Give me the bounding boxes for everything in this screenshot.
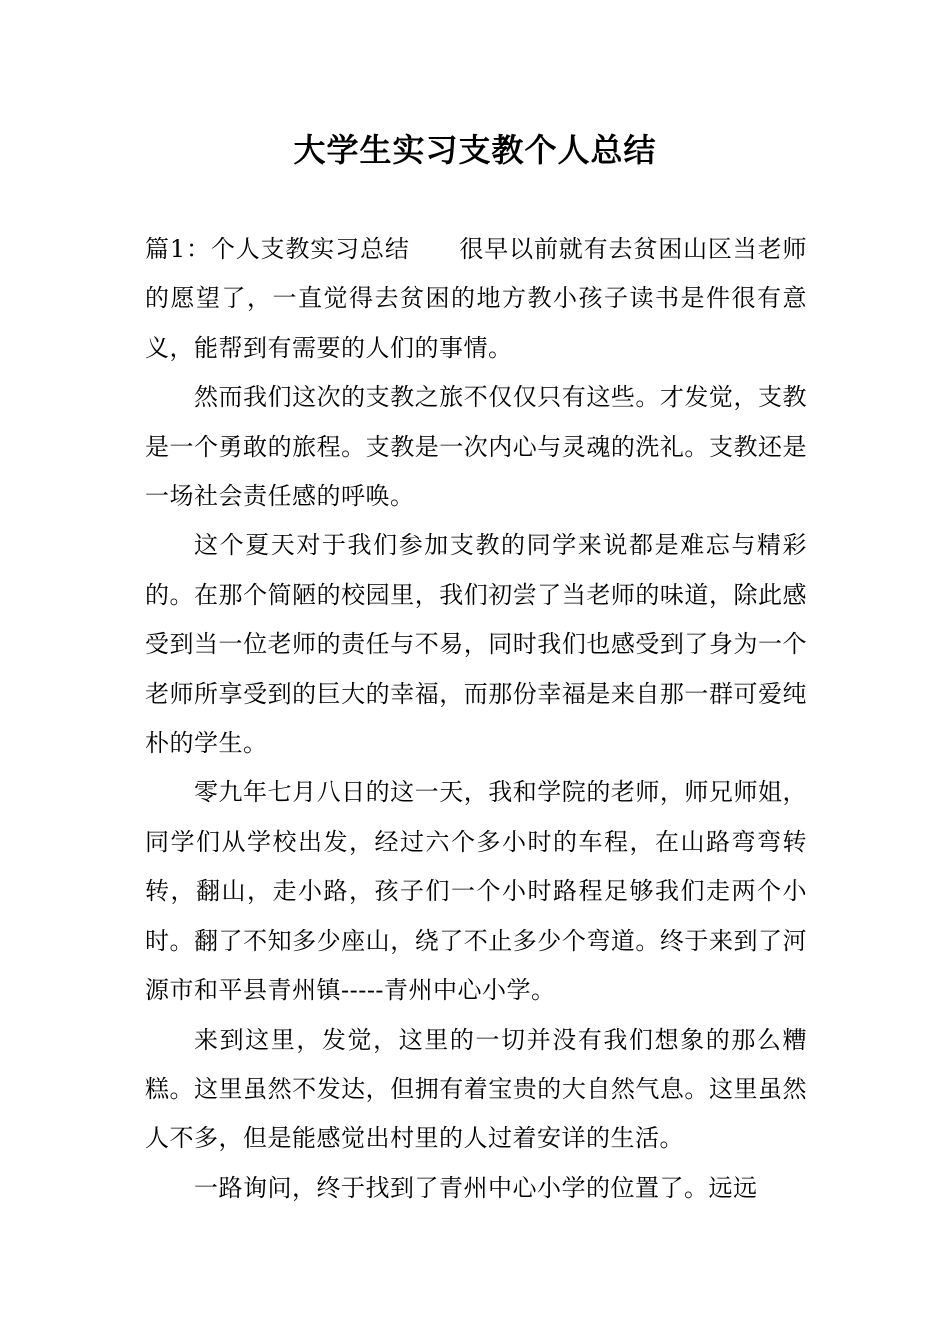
paragraph-4: 零九年七月八日的这一天，我和学院的老师，师兄师姐，同学们从学校出发，经过六个多小时的车程，在山路弯弯转转，翻山，走小路，孩子们一个小时路程足够我们走两个小时。翻了不知多少座山，绕了不止多少个弯道。终于来到了河源市和平县青州镇-----青州中心小学。 [145,778,807,1005]
document-body [145,225,807,1213]
paragraph-3: 这个夏天对于我们参加支教的同学来说都是难忘与精彩的。在那个简陋的校园里，我们初尝了当老师的味道，除此感受到当一位老师的责任与不易，同时我们也感受到了身为一个老师所享受到的巨大的幸福，而那份幸福是来自那一群可爱纯朴的学生。 [145,531,807,758]
document-title: 大学生实习支教个人总结 [293,131,657,169]
paragraph-6: 一路询问，终于找到了青州中心小学的位置了。远远 [194,1173,758,1202]
paragraph-5: 来到这里，发觉，这里的一切并没有我们想象的那么糟糕。这里虽然不发达，但拥有着宝贵的大自然气息。这里虽然人不多，但是能感觉出村里的人过着安详的生活。 [145,1025,807,1153]
paragraph-1: 篇1：个人支教实习总结 很早以前就有去贫困山区当老师的愿望了，一直觉得去贫困的地方教小孩子读书是件很有意义，能帮到有需要的人们的事情。 [145,235,807,362]
paragraph-2: 然而我们这次的支教之旅不仅仅只有这些。才发觉，支教是一个勇敢的旅程。支教是一次内心与灵魂的洗礼。支教还是一场社会责任感的呼唤。 [145,383,807,511]
